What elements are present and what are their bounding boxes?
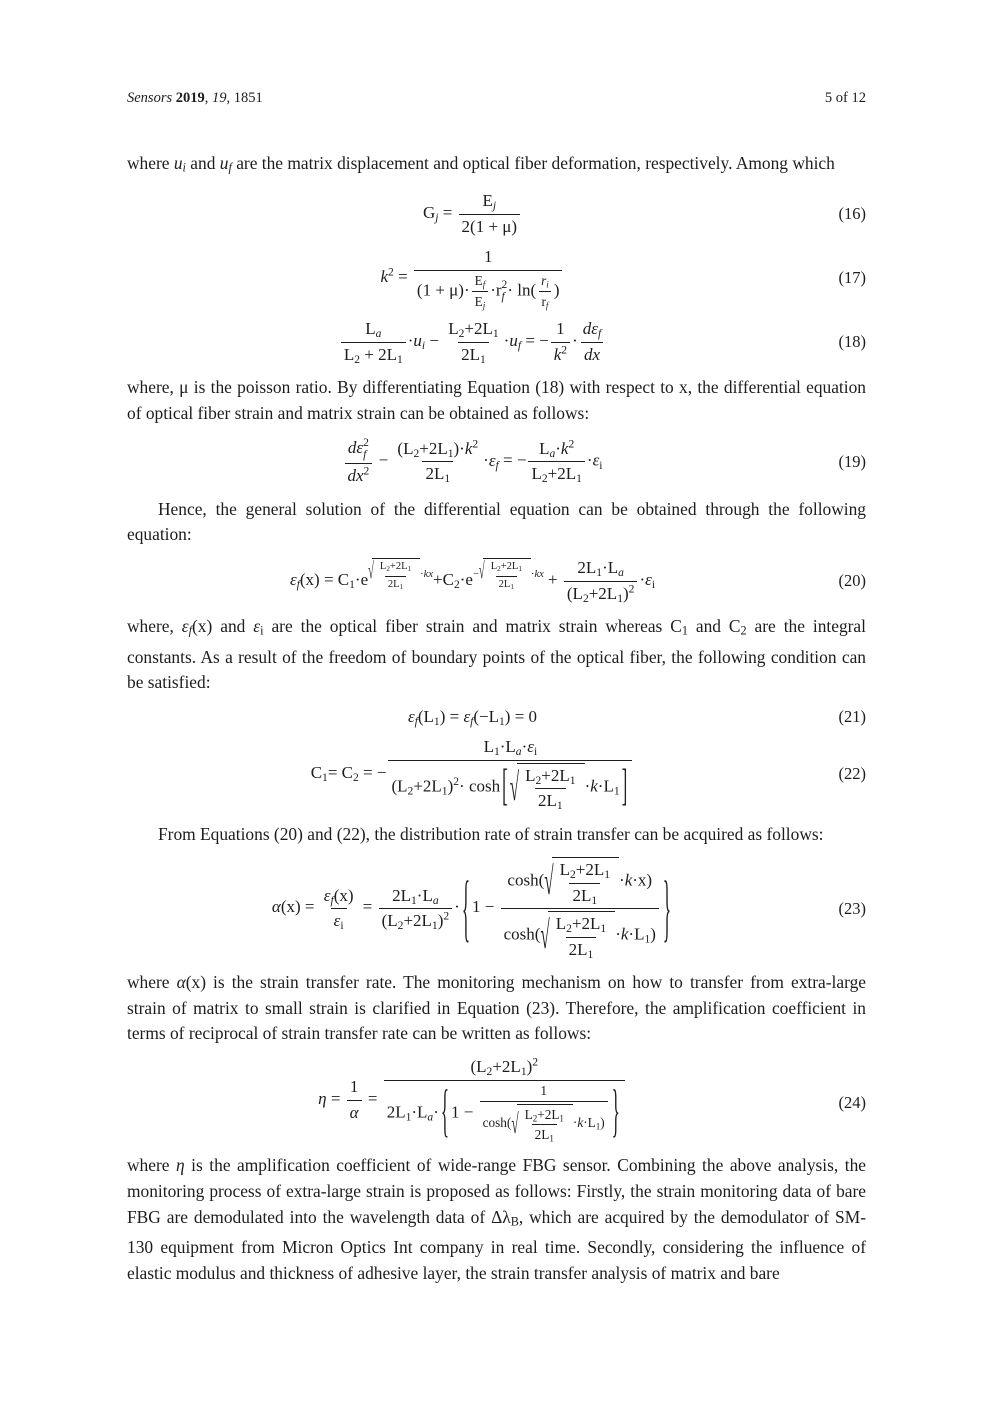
paragraph-integral-constants: where, εf(x) and εi are the optical fiber strain and matrix strain whereas C1 and C2 are the integral constants. As a result of the freedom of boundary points of the optical fiber, the following condition can be satisfied: xyxy=(127,616,866,693)
equation-17 xyxy=(127,247,866,309)
equation-18-body: $\frac{L_a}{L_2 + 2L_1}$ $\cdot u_i$ − $\frac{L_2+2L_1}{2L_1}$ $\cdot u_f$ = − $\frac{1}{k^2}$ · $d\varepsilon_f$ dx xyxy=(127,319,818,365)
equation-19 xyxy=(127,437,866,487)
paragraph-from-equations: From Equations (20) and (22), the distribution rate of strain transfer can be acquired as follows: xyxy=(158,823,824,844)
equation-17-number: (17) xyxy=(838,268,866,288)
equation-24-body: η = $\frac{1}{\alpha}$ = $(L_2+2L_1)^2$ $2L_1\cdot L_a\cdot$ { 1 − 1 cosh( √ $\frac{L_2+2L_1}{2L_1}$ $\cdot k\cdot L_1$) } xyxy=(127,1057,818,1143)
equation-19-number: (19) xyxy=(838,451,866,471)
paragraph-poisson: where, μ is the poisson ratio. By differentiating Equation (18) with respect to x, the differential equation of optical fiber strain and matrix strain can be obtained as follows: xyxy=(127,377,866,424)
equation-20 xyxy=(127,558,866,604)
equation-17-body: $k^2$ = 1 (1 + μ)· $\frac{E_f}{E_j}$ ·r 2 f · ln( $\frac{r_i}{r_f}$ ) xyxy=(127,247,818,309)
equation-16-body: $G_j$ = $\frac{E_j}{2(1 + \mu)}$ xyxy=(127,191,818,237)
equation-18-number: (18) xyxy=(838,332,866,352)
paragraph-where-ui-uf: where ui and uf are the matrix displacement and optical fiber deformation, respectively. Among which xyxy=(127,153,835,175)
equation-23 xyxy=(127,857,866,960)
equation-16-number: (16) xyxy=(838,204,866,224)
paragraph-strain-transfer-rate: where α(x) is the strain transfer rate. The monitoring mechanism on how to transfer from extra-large strain of matrix to small strain is clarified in Equation (23). Therefore, the amplification coefficient in terms of reciprocal of strain transfer rate can be written as follows: xyxy=(127,971,866,1044)
paragraph-hence: Hence, the general solution of the differential equation can be obtained through the following equation: xyxy=(127,498,866,545)
equation-21-body: $\varepsilon_f(L_1) = \varepsilon_f(-L_1) = 0$ xyxy=(407,707,538,729)
equation-24-number: (24) xyxy=(838,1093,866,1113)
equation-24 xyxy=(127,1057,866,1143)
equation-20-body: $\varepsilon_f(x) = C_1\cdot e$ $^{√ \frac{L_2+2L_1}{2L_1} \cdot kx}+C_2\cdot e^{- √ \frac{L_2+2L_1}{2L_1} \cdot kx}$ + $\frac{2L_1\cdot L_a}{(L_2+2L_1)^2}$ $\cdot\varepsilon_i$ xyxy=(289,558,656,605)
journal-citation: Sensors 2019, 19, 1851 xyxy=(127,90,263,106)
equation-22-number: (22) xyxy=(838,764,866,784)
equation-19-body: dε 2 f $dx^2$ − $\frac{(L_2+2L_1)\cdot k^2}{2L_1}$ $\cdot\varepsilon_f$ = − $\frac{L_a\cdot k^2}{L_2+2L_1}$ $\cdot\varepsilon_i$ xyxy=(127,437,818,487)
equation-22 xyxy=(127,737,866,811)
equation-18 xyxy=(127,319,866,365)
page-number: 5 of 12 xyxy=(824,90,866,106)
equation-20-number: (20) xyxy=(838,571,866,591)
equation-22-body: $C_1= C_2$ = − $L_1\cdot L_a\cdot\varepsilon_i$ $(L_2+2L_1)^2\cdot \cosh$ [ √ $\frac{L_2+2L_1}{2L_1}$ $\cdot k\cdot L_1$ ] xyxy=(127,737,818,811)
equation-16 xyxy=(127,191,866,237)
equation-21 xyxy=(127,706,866,727)
equation-21-number: (21) xyxy=(838,706,866,726)
page-header xyxy=(127,90,866,107)
equation-23-number: (23) xyxy=(838,898,866,918)
paragraph-amplification: where η is the amplification coefficient of wide-range FBG sensor. Combining the above analysis, the monitoring process of extra-large strain is proposed as follows: Firstly, the strain monitoring data of bare FBG are demodulated into the wavelength data of ΔλB, which are acquired by the demodulator of SM-130 equipment from Micron Optics Int company in real time. Secondly, considering the influence of elastic modulus and thickness of adhesive layer, the strain transfer analysis of matrix and bare xyxy=(127,1155,867,1284)
equation-23-body: α(x) = $\frac{\varepsilon_f(x)}{\varepsilon_i}$ = $\frac{2L_1\cdot L_a}{(L_2+2L_1)^2}$ · { 1 − cosh( √ $\frac{L_2+2L_1}{2L_1}$ ·k·x) cosh( √ $\frac{L_2+2L_1}{2L_1}$ $\cdot k\cdot L_1$) } xyxy=(127,857,818,960)
